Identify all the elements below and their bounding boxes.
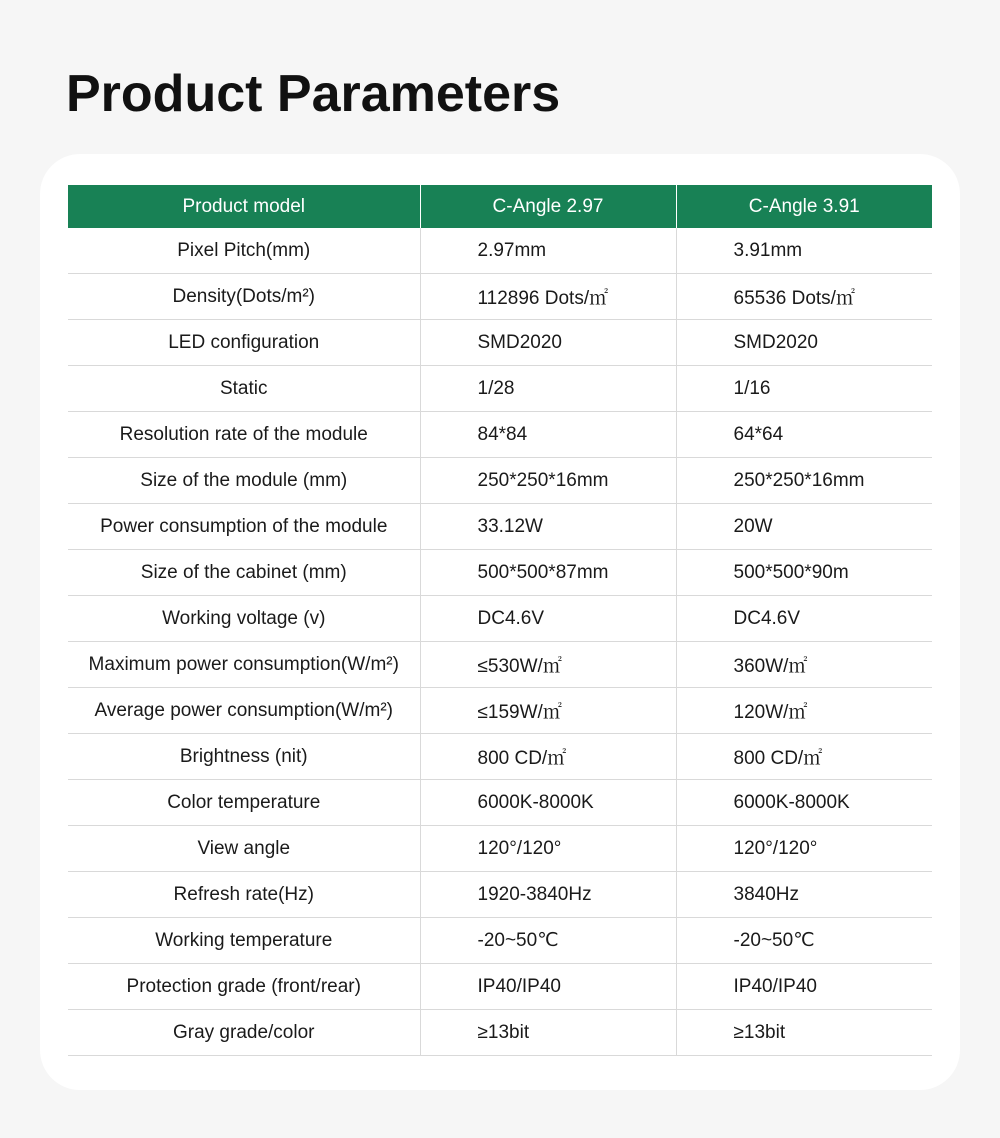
value-c-angle-2-97: ≥13bit xyxy=(420,1010,676,1056)
header-c-angle-3-91: C-Angle 3.91 xyxy=(676,185,932,228)
parameter-label: Maximum power consumption(W/m²) xyxy=(68,642,420,688)
value-c-angle-2-97: 2.97mm xyxy=(420,228,676,274)
table-row xyxy=(68,596,932,642)
parameter-label: Protection grade (front/rear) xyxy=(68,964,420,1010)
value-c-angle-3-91: ≥13bit xyxy=(676,1010,932,1056)
parameter-label: Power consumption of the module xyxy=(68,504,420,550)
table-row xyxy=(68,872,932,918)
table-row xyxy=(68,274,932,320)
value-c-angle-3-91: 65536 Dots/㎡ xyxy=(676,274,932,320)
value-c-angle-2-97: 33.12W xyxy=(420,504,676,550)
value-c-angle-3-91: IP40/IP40 xyxy=(676,964,932,1010)
table-row xyxy=(68,918,932,964)
table-row xyxy=(68,964,932,1010)
parameters-table xyxy=(68,185,932,1056)
value-c-angle-2-97: DC4.6V xyxy=(420,596,676,642)
value-c-angle-2-97: 1920-3840Hz xyxy=(420,872,676,918)
parameter-label: Density(Dots/m²) xyxy=(68,274,420,320)
table-body xyxy=(68,228,932,1056)
parameters-card xyxy=(40,154,960,1090)
value-c-angle-3-91: 3840Hz xyxy=(676,872,932,918)
parameter-label: Static xyxy=(68,366,420,412)
parameter-label: Color temperature xyxy=(68,780,420,826)
value-c-angle-3-91: -20~50℃ xyxy=(676,918,932,964)
value-c-angle-3-91: 250*250*16mm xyxy=(676,458,932,504)
value-c-angle-3-91: 360W/㎡ xyxy=(676,642,932,688)
value-c-angle-2-97: -20~50℃ xyxy=(420,918,676,964)
table-row xyxy=(68,780,932,826)
value-c-angle-2-97: 6000K-8000K xyxy=(420,780,676,826)
table-header xyxy=(68,185,932,228)
parameter-label: Working temperature xyxy=(68,918,420,964)
header-c-angle-2-97: C-Angle 2.97 xyxy=(420,185,676,228)
value-c-angle-3-91: 6000K-8000K xyxy=(676,780,932,826)
header-product-model: Product model xyxy=(68,185,420,228)
table-row xyxy=(68,412,932,458)
parameter-label: View angle xyxy=(68,826,420,872)
value-c-angle-2-97: IP40/IP40 xyxy=(420,964,676,1010)
parameter-label: Size of the module (mm) xyxy=(68,458,420,504)
value-c-angle-2-97: 1/28 xyxy=(420,366,676,412)
table-row xyxy=(68,1010,932,1056)
parameter-label: Gray grade/color xyxy=(68,1010,420,1056)
parameter-label: Resolution rate of the module xyxy=(68,412,420,458)
value-c-angle-3-91: DC4.6V xyxy=(676,596,932,642)
table-row xyxy=(68,458,932,504)
value-c-angle-3-91: 20W xyxy=(676,504,932,550)
value-c-angle-3-91: 120°/120° xyxy=(676,826,932,872)
value-c-angle-2-97: 500*500*87mm xyxy=(420,550,676,596)
page-title: Product Parameters xyxy=(66,65,561,123)
parameter-label: Pixel Pitch(mm) xyxy=(68,228,420,274)
table-row xyxy=(68,504,932,550)
table-row xyxy=(68,366,932,412)
value-c-angle-2-97: SMD2020 xyxy=(420,320,676,366)
table-row xyxy=(68,228,932,274)
table-row xyxy=(68,320,932,366)
parameter-label: Average power consumption(W/m²) xyxy=(68,688,420,734)
parameter-label: Size of the cabinet (mm) xyxy=(68,550,420,596)
parameter-label: Refresh rate(Hz) xyxy=(68,872,420,918)
header-row xyxy=(68,185,932,228)
table-row xyxy=(68,642,932,688)
value-c-angle-3-91: 64*64 xyxy=(676,412,932,458)
parameter-label: Brightness (nit) xyxy=(68,734,420,780)
value-c-angle-2-97: 800 CD/㎡ xyxy=(420,734,676,780)
value-c-angle-3-91: 1/16 xyxy=(676,366,932,412)
value-c-angle-2-97: ≤159W/㎡ xyxy=(420,688,676,734)
value-c-angle-2-97: 120°/120° xyxy=(420,826,676,872)
value-c-angle-2-97: 250*250*16mm xyxy=(420,458,676,504)
parameter-label: Working voltage (v) xyxy=(68,596,420,642)
parameter-label: LED configuration xyxy=(68,320,420,366)
table-row xyxy=(68,826,932,872)
value-c-angle-3-91: 800 CD/㎡ xyxy=(676,734,932,780)
value-c-angle-3-91: 500*500*90m xyxy=(676,550,932,596)
table-row xyxy=(68,734,932,780)
value-c-angle-2-97: 84*84 xyxy=(420,412,676,458)
table-row xyxy=(68,688,932,734)
value-c-angle-3-91: SMD2020 xyxy=(676,320,932,366)
value-c-angle-3-91: 3.91mm xyxy=(676,228,932,274)
value-c-angle-2-97: 112896 Dots/㎡ xyxy=(420,274,676,320)
table-row xyxy=(68,550,932,596)
value-c-angle-3-91: 120W/㎡ xyxy=(676,688,932,734)
value-c-angle-2-97: ≤530W/㎡ xyxy=(420,642,676,688)
